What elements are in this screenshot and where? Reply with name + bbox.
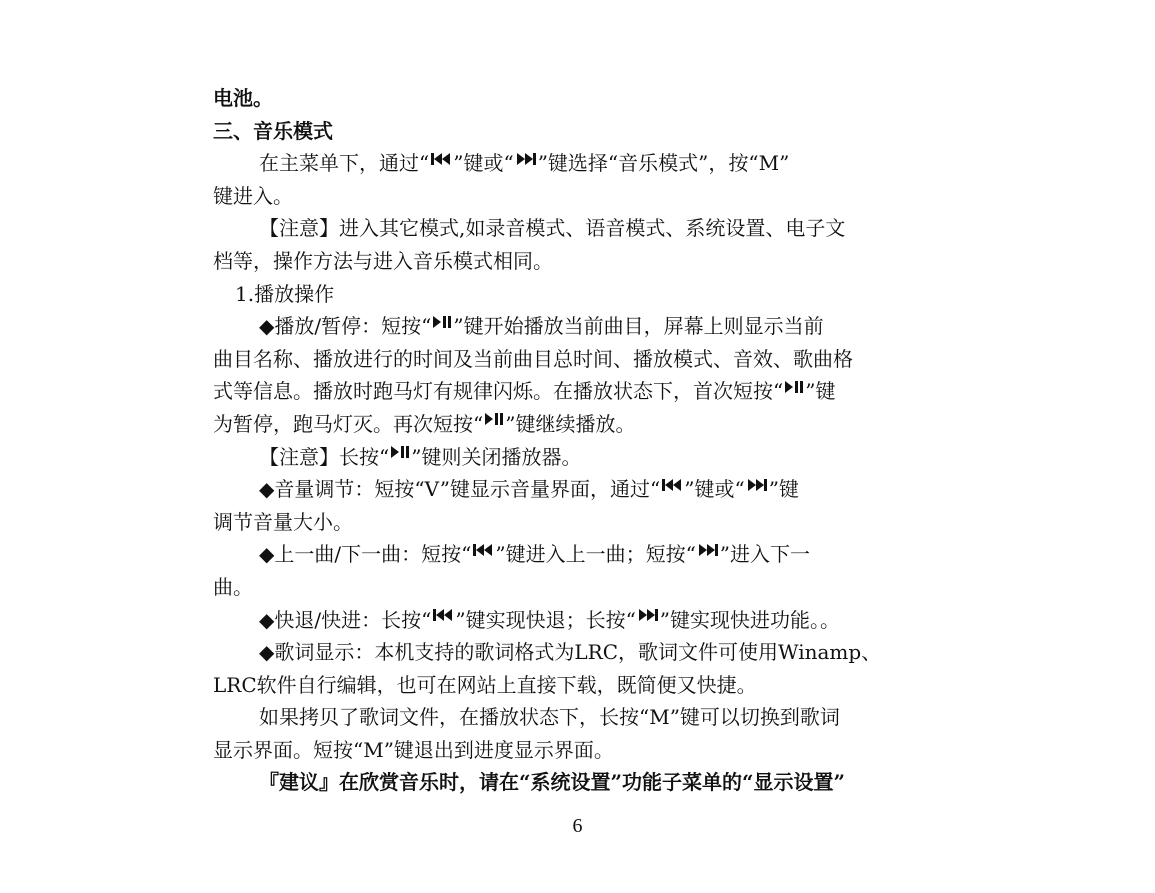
subsection-heading: 1.播放操作: [235, 281, 335, 306]
paragraph-line: ◆播放/暂停：短按“ ”键开始播放当前曲目，屏幕上则显示当前: [259, 314, 824, 339]
paragraph-line: LRC软件自行编辑，也可在网站上直接下载，既简便又快捷。: [213, 672, 757, 697]
note-line: 【注意】长按“ ”键则关闭播放器。: [259, 444, 582, 469]
paragraph-line: 档等，操作方法与进入音乐模式相同。: [213, 248, 553, 273]
paragraph-line: 曲。: [213, 574, 253, 599]
paragraph-line: 式等信息。播放时跑马灯有规律闪烁。在播放状态下，首次短按“ ”键: [213, 379, 836, 404]
paragraph-line: ◆快退/快进：长按“ ”键实现快退；长按“ ”键实现快进功能。。: [259, 607, 841, 632]
paragraph-line: 为暂停，跑马灯灭。再次短按“ ”键继续播放。: [213, 411, 636, 436]
prev-track-icon: [433, 608, 453, 622]
page-number: 6: [572, 815, 583, 837]
prev-track-icon: [473, 543, 493, 557]
paragraph-line: 键进入。: [213, 183, 293, 208]
next-track-icon: [638, 608, 658, 622]
prev-track-icon: [431, 152, 451, 166]
play-pause-icon: [785, 380, 803, 394]
paragraph-line: 在主菜单下，通过“ ”键或“ ”键选择“音乐模式”，按“M”: [259, 151, 790, 176]
next-track-icon: [516, 152, 536, 166]
paragraph-line: ◆歌词显示：本机支持的歌词格式为LRC，歌词文件可使用Winamp、: [259, 640, 882, 665]
section-heading: 三、音乐模式: [213, 118, 333, 143]
paragraph-line: ◆音量调节：短按“V”键显示音量界面，通过“ ”键或“ ”键: [259, 477, 799, 502]
next-track-icon: [747, 478, 767, 492]
play-pause-icon: [485, 412, 503, 426]
paragraph-line: 显示界面。短按“M”键退出到进度显示界面。: [213, 737, 614, 762]
paragraph-line: 调节音量大小。: [213, 509, 353, 534]
paragraph-line: 如果拷贝了歌词文件，在播放状态下，长按“M”键可以切换到歌词: [259, 705, 840, 730]
suggestion-line: 『建议』在欣赏音乐时，请在“系统设置”功能子菜单的“显示设置”: [259, 770, 846, 795]
play-pause-icon: [391, 445, 409, 459]
note-line: 【注意】进入其它模式,如录音模式、语音模式、系统设置、电子文: [259, 216, 846, 241]
prev-track-icon: [662, 478, 682, 492]
document-page: [213, 82, 943, 799]
play-pause-icon: [433, 315, 451, 329]
next-track-icon: [698, 543, 718, 557]
paragraph-line: 曲目名称、播放进行的时间及当前曲目总时间、播放模式、音效、歌曲格: [213, 346, 853, 371]
paragraph-line: ◆上一曲/下一曲：短按“ ”键进入上一曲；短按“ ”进入下一: [259, 542, 811, 567]
paragraph-line: 电池。: [213, 86, 273, 110]
